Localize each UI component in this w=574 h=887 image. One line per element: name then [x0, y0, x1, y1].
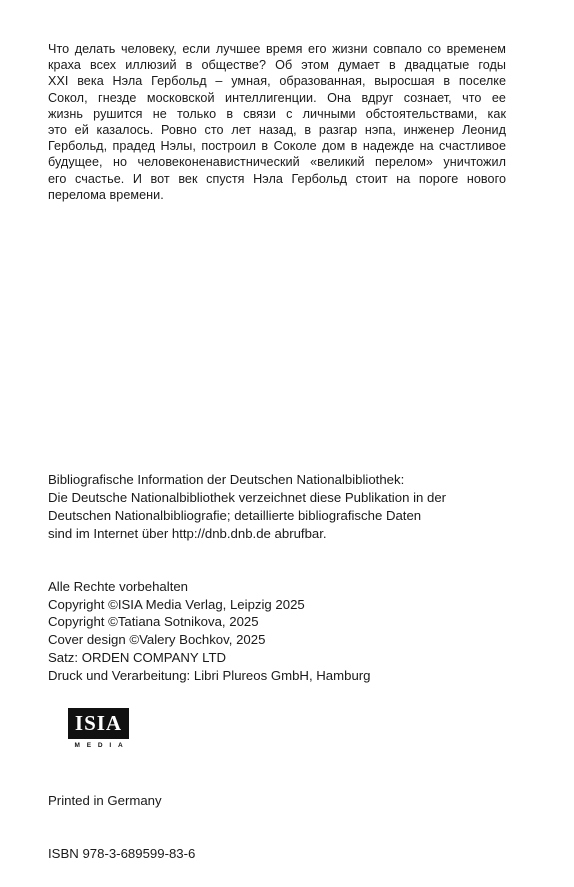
- rights-line: Alle Rechte vorbehalten: [48, 579, 189, 594]
- annotation-line: XXI века Нэла Гербольд – умная, образованная, выросшая в поселке: [48, 74, 506, 89]
- copyright-block: [48, 578, 518, 684]
- book-annotation: [48, 41, 506, 203]
- printed-in: Printed in Germany: [48, 793, 162, 808]
- annotation-line: жизнь рушится не только в связи с личными обстоятельствами, как: [48, 106, 506, 121]
- annotation-line: перелома времени.: [48, 187, 164, 202]
- annotation-line: Гербольд, прадед Нэлы, построил в Соколе дом в надежде на счастливое: [48, 139, 506, 154]
- rights-line: Druck und Verarbeitung: Libri Plureos GmbH, Hamburg: [48, 667, 371, 683]
- bibliographic-information: [48, 471, 518, 543]
- annotation-line: Что делать человеку, если лучшее время его жизни совпало со временем: [48, 42, 506, 56]
- rights-line: Cover design ©Valery Bochkov, 2025: [48, 632, 266, 648]
- rights-line: Copyright ©Tatiana Sotnikova, 2025: [48, 614, 259, 630]
- annotation-line: будущее, но человеконенавистнический «великий перелом» уничтожил: [48, 155, 506, 170]
- publisher-logo: [68, 708, 130, 754]
- biblio-line: Bibliografische Information der Deutschen Nationalbibliothek:: [48, 472, 405, 487]
- rights-line: Satz: ORDEN COMPANY LTD: [48, 649, 227, 665]
- isbn-number: ISBN 978-3-689599-83-6: [48, 846, 196, 861]
- annotation-line: Сокол, гнезде московской интеллигенции. Она вдруг сознает, что ее: [48, 90, 506, 105]
- biblio-line: sind im Internet über http://dnb.dnb.de abrufbar.: [48, 526, 327, 541]
- biblio-line: Die Deutsche Nationalbibliothek verzeichnet diese Publikation in der: [48, 490, 447, 505]
- logo-wordmark: ISIA: [68, 708, 129, 739]
- annotation-line: краха всех иллюзий в обществе? Об этом думает в двадцатые годы: [48, 58, 506, 73]
- rights-line: Copyright ©ISIA Media Verlag, Leipzig 2025: [48, 596, 305, 612]
- logo-subtitle: MEDIA: [74, 742, 130, 749]
- annotation-line: это ей казалось. Ровно сто лет назад, в разгар нэпа, инженер Леонид: [48, 123, 506, 138]
- biblio-line: Deutschen Nationalbibliografie; detaillierte bibliografische Daten: [48, 508, 422, 523]
- annotation-line: его счастье. И вот век спустя Нэла Гербольд стоит на пороге нового: [48, 171, 506, 186]
